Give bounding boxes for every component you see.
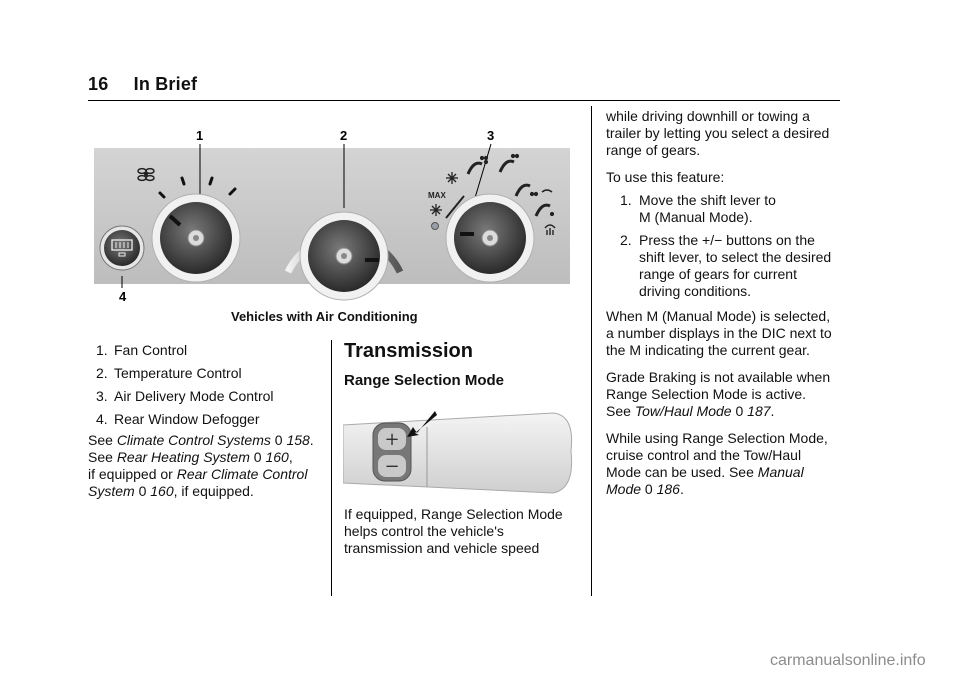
air-delivery-mode-knob	[446, 194, 534, 282]
intro-paragraph: while driving downhill or towing a trailer by letting you select a desired range of gears.	[606, 108, 830, 158]
list-item: 3. Air Delivery Mode Control	[96, 388, 274, 404]
ref-link[interactable]: Mode	[606, 481, 642, 497]
cruise-paragraph: While using Range Selection Mode, cruise control and the Tow/Haul Mode can be used. See Manual Mode 0 186.	[606, 430, 828, 497]
list-item: 4. Rear Window Defogger	[96, 411, 260, 427]
ref-link[interactable]: System	[88, 483, 135, 499]
page-ref-icon: 0	[138, 483, 147, 499]
page-ref-icon: 0	[274, 432, 283, 448]
column-3	[606, 108, 846, 508]
ac-indicator-light	[432, 223, 439, 230]
transmission-body: If equipped, Range Selection Mode helps control the vehicle's transmission and vehicle speed	[344, 506, 563, 556]
list-item: 2. Temperature Control	[96, 365, 242, 381]
watermark[interactable]: carmanualsonline.info	[770, 652, 926, 669]
fan-control-knob	[152, 194, 240, 282]
temperature-control-knob	[300, 212, 388, 300]
header-rule	[88, 100, 840, 101]
page-ref-icon: 0	[644, 481, 653, 497]
svg-text:−: −	[384, 456, 400, 477]
figure-caption: Vehicles with Air Conditioning	[231, 309, 418, 324]
range-selection-heading: Range Selection Mode	[344, 372, 505, 389]
transmission-heading: Transmission	[344, 340, 473, 362]
page-number: 16	[88, 74, 109, 94]
ref-link[interactable]: Manual	[757, 464, 804, 480]
ref-link[interactable]: Rear Climate Control	[176, 466, 308, 482]
controls-list	[88, 342, 328, 428]
page-ref-icon: 0	[735, 403, 744, 419]
page-header	[88, 74, 197, 95]
callout-4: 4	[119, 289, 127, 304]
shifter-figure	[343, 405, 575, 497]
column-1	[88, 342, 328, 500]
see-references: See Climate Control Systems 0 158. See Rear Heating System 0 160, if equipped or Rear Climate Control System 0 160, if equipped.	[88, 432, 314, 499]
column-divider-1	[331, 340, 332, 596]
list-item: 2. Press the +/− buttons on the shift lever, to select the desired range of gears for current driving conditions.	[620, 232, 832, 299]
grade-braking-paragraph: Grade Braking is not available when Range Selection Mode is active. See Tow/Haul Mode 0 187.	[606, 369, 831, 419]
steps-list	[606, 192, 846, 300]
callout-2: 2	[340, 128, 348, 143]
ref-link[interactable]: Rear Heating System	[116, 449, 250, 465]
section-title: In Brief	[133, 74, 198, 94]
manual-mode-paragraph: When M (Manual Mode) is selected, a number displays in the DIC next to the M indicating the current gear.	[606, 308, 832, 358]
callout-1: 1	[196, 128, 204, 143]
list-item: 1. Fan Control	[96, 342, 188, 358]
page-ref-icon: 0	[253, 449, 262, 465]
ref-link[interactable]: Climate Control Systems	[116, 432, 271, 448]
list-item: 1. Move the shift lever to M (Manual Mode).	[620, 192, 776, 225]
rear-window-defogger-button	[100, 226, 144, 270]
svg-text:+: +	[384, 429, 400, 450]
climate-control-figure	[90, 126, 575, 304]
ref-link[interactable]: Tow/Haul Mode	[634, 403, 732, 419]
to-use-line: To use this feature:	[606, 169, 725, 185]
max-label: MAX	[428, 191, 446, 200]
column-divider-2	[591, 106, 592, 596]
callout-3: 3	[487, 128, 495, 143]
